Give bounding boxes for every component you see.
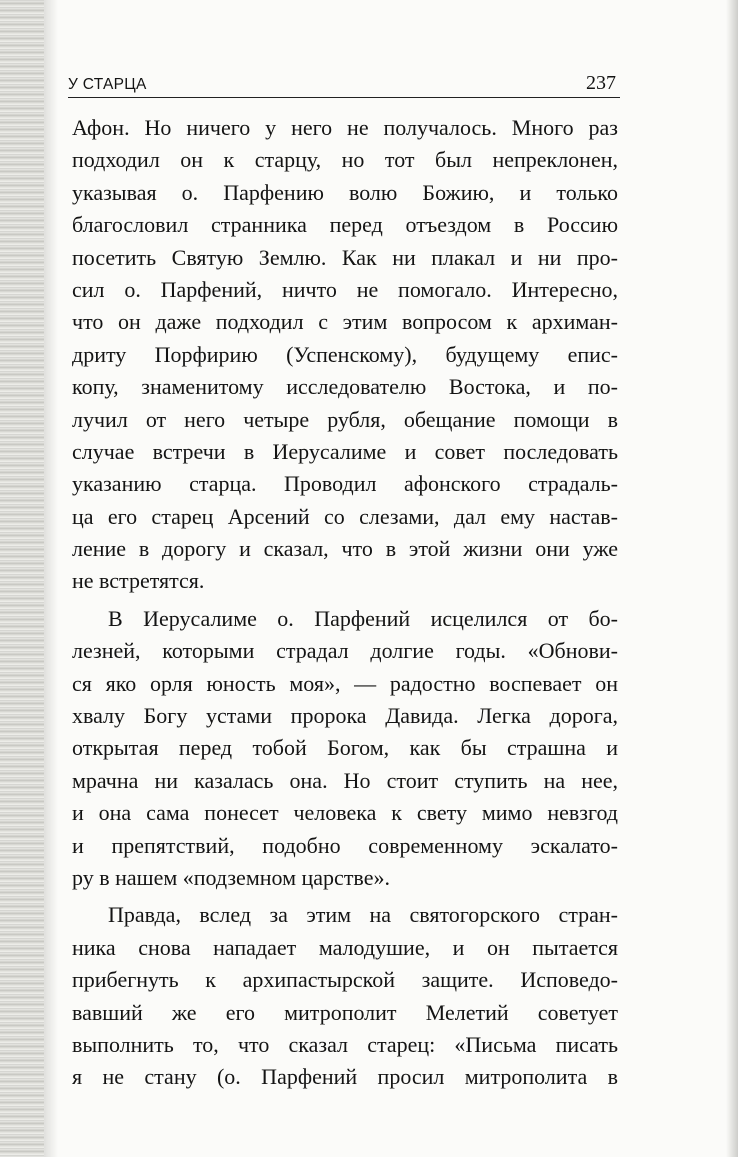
text-line: случае встречи в Иерусалиме и совет последовать (72, 438, 618, 464)
running-head (68, 72, 620, 98)
text-line: ника снова нападает малодушие, и он пытается (72, 934, 618, 960)
body-text (72, 112, 618, 1094)
text-line: дриту Порфирию (Успенскому), будущему епис- (72, 341, 618, 367)
text-line: и препятствий, подобно современному эскалато- (72, 832, 618, 858)
text-line: лучил от него четыре рубля, обещание помощи в (72, 406, 618, 432)
text-line: посетить Святую Землю. Как ни плакал и ни про- (72, 244, 618, 270)
text-line: прибегнуть к архипастырской защите. Исповедо- (72, 967, 618, 993)
text-line: открытая перед тобой Богом, как бы страшна и (72, 735, 618, 761)
text-line: Правда, вслед за этим на святогорского стран- (108, 902, 618, 928)
text-line: копу, знаменитому исследователю Востока, и по- (72, 374, 618, 400)
page-number: 237 (586, 72, 616, 94)
text-line: что он даже подходил с этим вопросом к архиман- (72, 309, 618, 335)
text-line: ру в нашем «подземном царстве». (72, 864, 390, 890)
text-line: указывая о. Парфению волю Божию, и только (72, 179, 618, 205)
text-line: Афон. Но ничего у него не получалось. Много раз (72, 115, 618, 140)
text-line: подходил он к старцу, но тот был непреклонен, (72, 147, 618, 173)
scan-page-edge (726, 0, 738, 1157)
text-line: и она сама понесет человека к свету мимо невзгод (72, 800, 618, 826)
text-line: не встретятся. (72, 568, 205, 594)
text-line: хвалу Богу устами пророка Давида. Легка дорога, (72, 703, 618, 729)
header-rule (68, 97, 620, 98)
text-line: лезней, которыми страдал долгие годы. «Обнови- (72, 638, 618, 664)
text-line: ца его старец Арсений со слезами, дал ему настав- (72, 503, 618, 529)
text-line: мрачна ни казалась она. Но стоит ступить на нее, (72, 767, 618, 793)
scan-binding-shadow (0, 0, 44, 1157)
text-line: указанию старца. Проводил афонского страдаль- (72, 471, 618, 497)
text-line: сил о. Парфений, ничто не помогало. Интересно, (72, 276, 618, 302)
text-line: благословил странника перед отъездом в Россию (72, 212, 618, 238)
text-line: я не стану (о. Парфений просил митрополита в (72, 1064, 618, 1090)
text-line: В Иерусалиме о. Парфений исцелился от бо- (108, 605, 618, 631)
text-line: ление в дорогу и сказал, что в этой жизни они уже (72, 536, 618, 562)
text-line: вавший же его митрополит Мелетий советует (72, 999, 618, 1025)
running-title: У СТАРЦА (68, 76, 147, 93)
text-line: выполнить то, что сказал старец: «Письма писать (72, 1031, 618, 1057)
text-line: ся яко орля юность моя», — радостно воспевает он (72, 670, 618, 696)
